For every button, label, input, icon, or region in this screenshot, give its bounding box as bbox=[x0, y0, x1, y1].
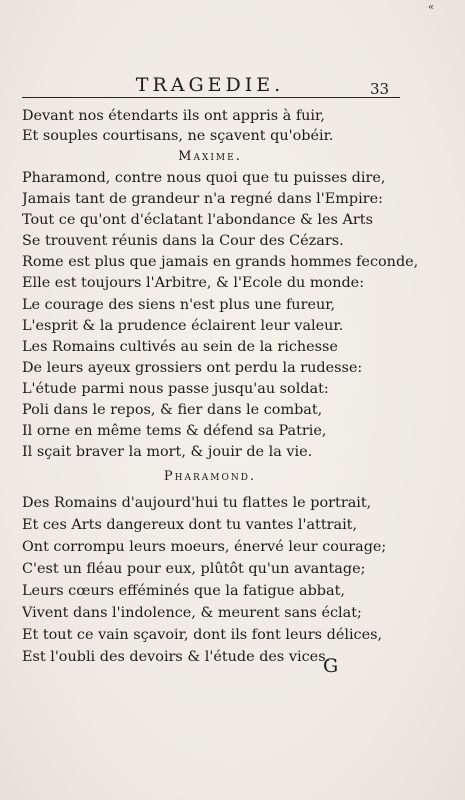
verse-line: L'esprit & la prudence éclairent leur valeur. bbox=[22, 318, 344, 334]
verse-line: Est l'oubli des devoirs & l'étude des vices. bbox=[22, 649, 331, 665]
speaker-name: Maxime. bbox=[178, 149, 242, 164]
verse-line: Et souples courtisans, ne sçavent qu'obéir. bbox=[22, 128, 334, 144]
corner-mark: « bbox=[428, 2, 435, 13]
verse-line: Rome est plus que jamais en grands hommes feconde, bbox=[22, 254, 419, 270]
verse-line: Vivent dans l'indolence, & meurent sans éclat; bbox=[22, 605, 362, 621]
verse-line: C'est un fléau pour eux, plûtôt qu'un avantage; bbox=[22, 561, 366, 577]
verse-line: Ont corrompu leurs moeurs, énervé leur courage; bbox=[22, 539, 387, 555]
verse-line: Le courage des siens n'est plus une fureur, bbox=[22, 297, 336, 313]
speaker-name: Pharamond. bbox=[163, 469, 257, 484]
verse-line: Se trouvent réunis dans la Cour des Cézars. bbox=[22, 233, 344, 249]
verse-line: Tout ce qu'ont d'éclatant l'abondance & les Arts bbox=[22, 212, 373, 228]
verse-line: Il sçait braver la mort, & jouir de la vie. bbox=[22, 444, 313, 460]
verse-line: Et ces Arts dangereux dont tu vantes l'attrait, bbox=[22, 517, 358, 533]
verse-line: Et tout ce vain sçavoir, dont ils font leurs délices, bbox=[22, 627, 383, 643]
verse-line: L'étude parmi nous passe jusqu'au soldat: bbox=[22, 381, 329, 397]
signature-mark: G bbox=[323, 655, 339, 677]
verse-line: Leurs cœurs efféminés que la fatigue abbat, bbox=[22, 583, 345, 599]
verse-line: Elle est toujours l'Arbitre, & l'Ecole du monde: bbox=[22, 275, 365, 291]
header-rule bbox=[22, 97, 400, 98]
verse-line: Devant nos étendarts ils ont appris à fuir, bbox=[22, 108, 325, 124]
page-number: 33 bbox=[370, 80, 390, 98]
verse-line: De leurs ayeux grossiers ont perdu la rudesse: bbox=[22, 360, 363, 376]
verse-line: Il orne en même tems & défend sa Patrie, bbox=[22, 423, 327, 439]
verse-line: Poli dans le repos, & fier dans le combat, bbox=[22, 402, 323, 418]
verse-line: Jamais tant de grandeur n'a regné dans l'Empire: bbox=[22, 191, 383, 207]
verse-line: Les Romains cultivés au sein de la richesse bbox=[22, 339, 338, 355]
verse-line: Des Romains d'aujourd'hui tu flattes le portrait, bbox=[22, 495, 372, 511]
running-head: TRAGEDIE. bbox=[135, 74, 285, 96]
verse-line: Pharamond, contre nous quoi que tu puisses dire, bbox=[22, 170, 386, 186]
